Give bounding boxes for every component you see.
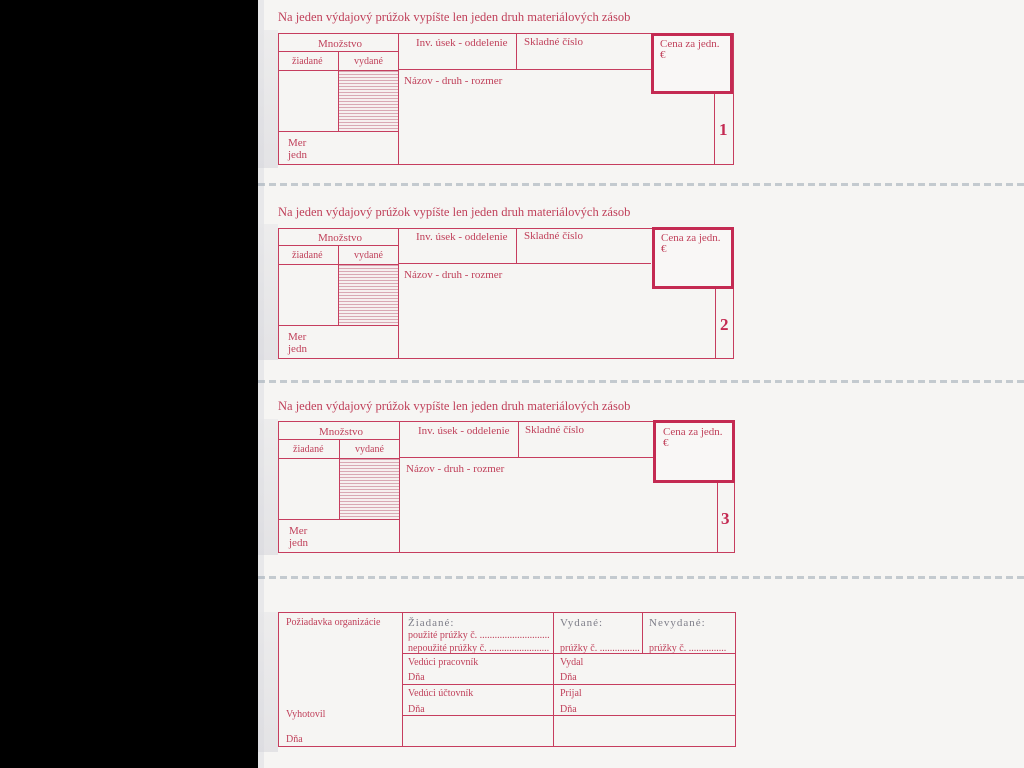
requested-label: žiadané bbox=[292, 250, 323, 261]
unit-label-line2: jedn bbox=[288, 343, 307, 355]
received-by-date-label: Dňa bbox=[560, 704, 577, 715]
currency-label: € bbox=[661, 243, 667, 255]
quantity-label: Množstvo bbox=[318, 38, 362, 50]
not-issued-heading: Nevydané: bbox=[649, 617, 706, 629]
perforation-line bbox=[258, 183, 1024, 186]
unit-price-label: Cena za jedn. bbox=[661, 232, 721, 244]
name-type-size-label: Názov - druh - rozmer bbox=[404, 269, 503, 281]
perforation-line bbox=[258, 576, 1024, 579]
issued-by-label: Vydal bbox=[560, 657, 584, 668]
stock-number-label: Skladné číslo bbox=[525, 424, 584, 436]
inv-section-label: Inv. úsek - oddelenie bbox=[418, 425, 510, 437]
stub-1 bbox=[258, 30, 278, 168]
unit-label-line1: Mer bbox=[288, 137, 307, 149]
strip-3-title: Na jeden výdajový prúžok vypíšte len jeden druh materiálových zásob bbox=[278, 399, 631, 413]
not-issued-strips-field[interactable]: prúžky č. ............... bbox=[649, 643, 727, 654]
stub-3 bbox=[258, 419, 278, 555]
currency-label: € bbox=[660, 49, 666, 61]
used-strips-field[interactable]: použité prúžky č. ............................ bbox=[408, 630, 550, 641]
requested-label: žiadané bbox=[293, 444, 324, 455]
issued-by-date-label: Dňa bbox=[560, 672, 577, 683]
quantity-label: Množstvo bbox=[319, 426, 363, 438]
strip-number-1: 1 bbox=[719, 120, 728, 139]
unused-strips-field[interactable]: nepoužité prúžky č. ........................ bbox=[408, 643, 550, 654]
unit-label-line2: jedn bbox=[288, 149, 307, 161]
strip-2-title: Na jeden výdajový prúžok vypíšte len jeden druh materiálových zásob bbox=[278, 205, 631, 219]
unit-price-label: Cena za jedn. bbox=[663, 426, 723, 438]
strip-number-3: 3 bbox=[721, 509, 730, 528]
head-worker-date-label: Dňa bbox=[408, 672, 425, 683]
strip-1-title: Na jeden výdajový prúžok vypíšte len jeden druh materiálových zásob bbox=[278, 10, 631, 24]
inv-section-label: Inv. úsek - oddelenie bbox=[416, 231, 508, 243]
prepared-date-label: Dňa bbox=[286, 734, 303, 745]
name-type-size-label: Názov - druh - rozmer bbox=[406, 463, 505, 475]
name-type-size-label: Názov - druh - rozmer bbox=[404, 75, 503, 87]
strip-number-2: 2 bbox=[720, 315, 729, 334]
unit-label-line1: Mer bbox=[288, 331, 307, 343]
prepared-by-label: Vyhotovil bbox=[286, 709, 326, 720]
stub-4 bbox=[258, 612, 278, 752]
head-accountant-date-label: Dňa bbox=[408, 704, 425, 715]
currency-label: € bbox=[663, 437, 669, 449]
requested-heading: Žiadané: bbox=[408, 617, 455, 629]
perforation-line bbox=[258, 380, 1024, 383]
quantity-label: Množstvo bbox=[318, 232, 362, 244]
issued-label: vydané bbox=[355, 444, 384, 455]
form-sheet bbox=[258, 0, 1024, 768]
received-by-label: Prijal bbox=[560, 688, 582, 699]
issued-label: vydané bbox=[354, 56, 383, 67]
stock-number-label: Skladné číslo bbox=[524, 36, 583, 48]
requested-label: žiadané bbox=[292, 56, 323, 67]
head-worker-label: Vedúci pracovník bbox=[408, 657, 479, 668]
stub-2 bbox=[258, 224, 278, 360]
issued-label: vydané bbox=[354, 250, 383, 261]
requesting-org-label: Požiadavka organizácie bbox=[286, 617, 381, 628]
unit-price-label: Cena za jedn. bbox=[660, 38, 720, 50]
inv-section-label: Inv. úsek - oddelenie bbox=[416, 37, 508, 49]
issued-shaded-area bbox=[339, 265, 398, 325]
issued-shaded-area bbox=[339, 71, 398, 131]
issued-heading: Vydané: bbox=[560, 617, 604, 629]
head-accountant-label: Vedúci účtovník bbox=[408, 688, 474, 699]
stock-number-label: Skladné číslo bbox=[524, 230, 583, 242]
issued-shaded-area bbox=[340, 459, 399, 519]
unit-label-line1: Mer bbox=[289, 525, 308, 537]
unit-label-line2: jedn bbox=[289, 537, 308, 549]
issued-strips-field[interactable]: prúžky č. ................ bbox=[560, 643, 640, 654]
